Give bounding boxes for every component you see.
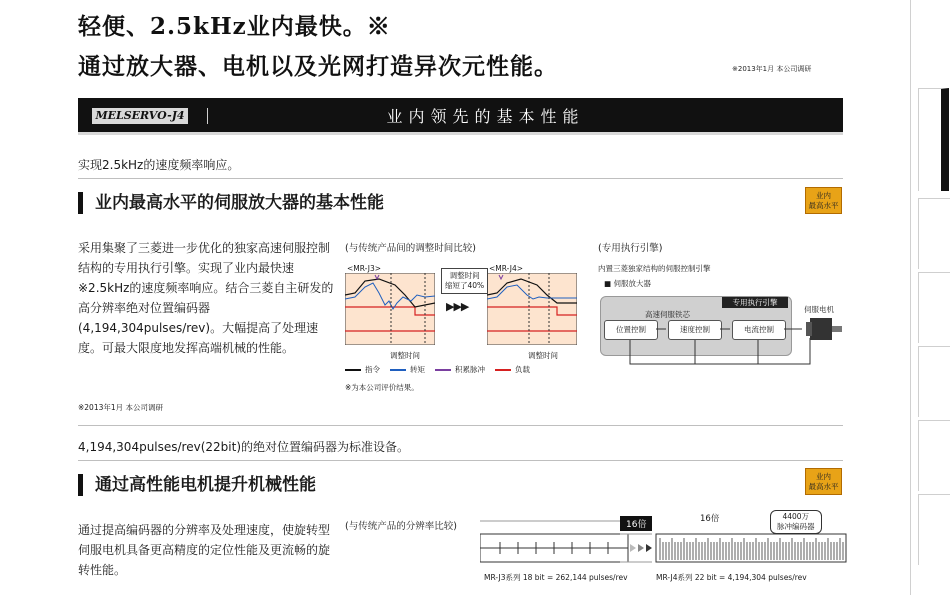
- divider: [78, 178, 843, 179]
- ratio-label-2: 16倍: [700, 514, 720, 524]
- headline-footnote: ※2013年1月 本公司调研: [732, 65, 812, 73]
- legend-torque: 转矩: [410, 365, 425, 374]
- position-control-block: 位置控制: [604, 320, 658, 340]
- industry-top-badge-2: [805, 468, 842, 495]
- plot-frame: [487, 273, 577, 345]
- intro-text-1: 实现2.5kHz的速度频率响应。: [78, 158, 240, 172]
- engine-group-label: 高速伺服铁芯: [645, 310, 690, 319]
- headline-line-1: 轻便、2.5kHz业内最快。※: [78, 13, 391, 40]
- callout-line-1: 调整时间: [449, 271, 480, 280]
- section-banner: [78, 98, 843, 135]
- side-tab[interactable]: [918, 420, 950, 491]
- j4-spec: MR-J4系列 22 bit = 4,194,304 pulses/rev: [656, 573, 807, 582]
- side-tab[interactable]: [918, 198, 950, 269]
- legend-swatch-torque: [390, 369, 406, 371]
- legend-load: 负载: [515, 365, 530, 374]
- badge-line-1: 业内: [816, 472, 831, 481]
- axis-label-j3: 调整时间: [390, 351, 420, 360]
- speed-control-block: 速度控制: [668, 320, 722, 340]
- settling-chart-caption: (与传统产品间的调整时间比较): [345, 243, 476, 254]
- waveform-mr-j3: [345, 273, 435, 345]
- axis-label-j4: 调整时间: [528, 351, 558, 360]
- j3-spec: MR-J3系列 18 bit = 262,144 pulses/rev: [484, 573, 628, 582]
- banner-title: 业内领先的基本性能: [386, 107, 585, 126]
- waveform-legend: [345, 364, 530, 375]
- callout-line-2: 脉冲编码器: [777, 522, 815, 531]
- section1-footnote: ※2013年1月 本公司调研: [78, 403, 164, 412]
- engine-caption: (专用执行引擎): [598, 243, 663, 254]
- comparison-arrows: ▶▶▶: [446, 300, 469, 313]
- divider: [78, 460, 843, 461]
- page-edge-rule: [910, 0, 911, 595]
- arrow-glyph: [630, 544, 636, 552]
- headline-line-2: 通过放大器、电机以及光网打造异次元性能。: [78, 53, 558, 80]
- engine-subtitle: 内置三菱独家结构的伺服控制引擎: [598, 264, 711, 273]
- motor-cap: [806, 322, 812, 336]
- label-mr-j4: <MR-J4>: [489, 264, 524, 273]
- feedback-loop: [630, 338, 810, 364]
- ratio-badge: 16倍: [620, 516, 652, 531]
- badge-line-2: 最高水平: [808, 482, 839, 491]
- intro-text-2: 4,194,304pulses/rev(22bit)的绝对位置编码器为标准设备。: [78, 440, 410, 454]
- settling-callout: [441, 268, 488, 294]
- j4-scale-frame: [656, 534, 846, 562]
- legend-command: 指令: [365, 365, 380, 374]
- arrow-glyph: [646, 544, 652, 552]
- melservo-logo: MELSERVO-J4: [92, 108, 188, 124]
- servo-motor-label: 伺服电机: [804, 305, 834, 314]
- servo-motor-icon: [804, 316, 844, 342]
- section2-body: 通过提高编码器的分辨率及处理速度，使旋转型伺服电机具备更高精度的定位性能及更流畅的旋转性能。: [78, 523, 331, 577]
- engine-flow-arrows: [590, 318, 820, 374]
- amplifier-legend: ■ 伺服放大器: [604, 279, 651, 288]
- plot-frame: [345, 273, 435, 345]
- section1-body: 采用集聚了三菱进一步优化的独家高速伺服控制结构的专用执行引擎。实现了业内最快速※2.5kHz的速度频率响应。结合三菱自主研发的高分辨率绝对位置编码器(4,194,304pulses/rev)。大幅提高了处理速度。可最大限度地发挥高端机械的性能。: [78, 241, 334, 355]
- side-tab[interactable]: [918, 272, 950, 343]
- chart-note: ※为本公司评价结果。: [345, 383, 419, 392]
- motor-body: [810, 318, 832, 340]
- encoder-callout: [770, 510, 822, 534]
- engine-tag: 专用执行引擎: [722, 297, 788, 308]
- resolution-chart-caption: (与传统产品的分辨率比较): [345, 521, 457, 532]
- side-tab[interactable]: [918, 88, 949, 191]
- legend-swatch-droop: [435, 369, 451, 371]
- section-title-amplifier: 业内最高水平的伺服放大器的基本性能: [78, 192, 384, 214]
- callout-line-2: 缩短了40%: [445, 281, 485, 290]
- motor-shaft: [832, 326, 842, 332]
- legend-swatch-load: [495, 369, 511, 371]
- section-title-motor: 通过高性能电机提升机械性能: [78, 474, 316, 496]
- callout-line-1: 4400万: [782, 512, 810, 521]
- side-tab[interactable]: [918, 494, 950, 565]
- legend-swatch-command: [345, 369, 361, 371]
- legend-droop: 积累脉冲: [455, 365, 485, 374]
- badge-line-1: 业内: [816, 191, 831, 200]
- label-mr-j3: <MR-J3>: [347, 264, 382, 273]
- waveform-mr-j4: [487, 273, 577, 345]
- badge-line-2: 最高水平: [808, 201, 839, 210]
- industry-top-badge: [805, 187, 842, 214]
- arrow-glyph: [638, 544, 644, 552]
- side-tab[interactable]: [918, 346, 950, 417]
- current-control-block: 电流控制: [732, 320, 786, 340]
- divider: [78, 425, 843, 426]
